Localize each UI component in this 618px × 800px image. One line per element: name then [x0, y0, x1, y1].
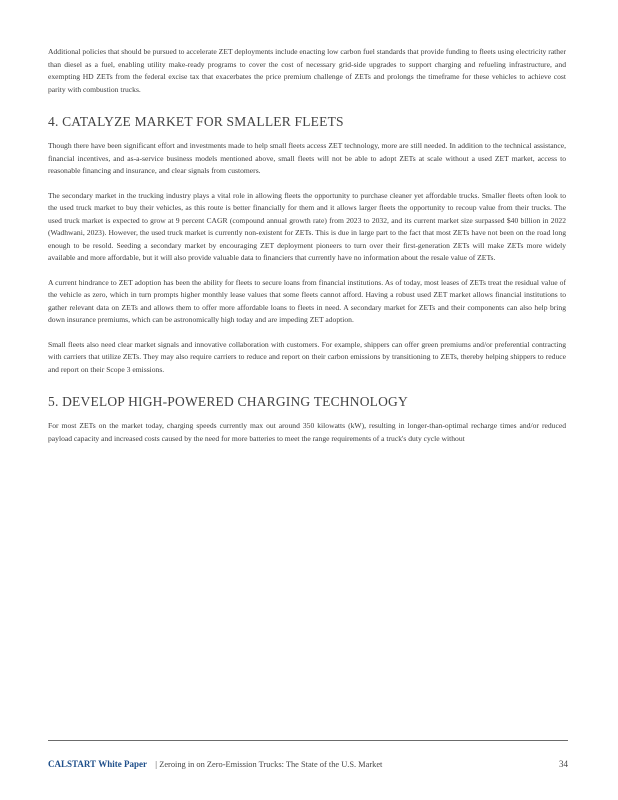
paragraph-secondary-market: The secondary market in the trucking industry plays a vital role in allowing fleets the opportunity to purchase cleaner yet affordable trucks. Smaller fleets often look to the used truck market to buy their vehicles, as this route is better financially for them and it allows larger fleets the opportunity to recoup value from their trucks. The used truck market is expected to grow at 9 percent CAGR (compound annual growth rate) from 2023 to 2032, and its current market size surpassed $40 billion in 2022 (Wadhwani, 2023). However, the used truck market is currently non-existent for ZETs. This is due in large part to the fact that most ZETs have not been on the road long enough to be resold. Seeding a secondary market by encouraging ZET deployment pioneers to turn over their first-generation ZETs will make ZETs more widely available and more affordable, but it will also provide valuable data to financiers that currently have no information about the resale value of ZETs. [48, 190, 566, 262]
section-heading-4: 4. CATALYZE MARKET FOR SMALLER FLEETS [48, 114, 344, 129]
page-number: 34 [559, 759, 568, 769]
footer-brand: CALSTART [48, 759, 97, 769]
paragraph-policies: Additional policies that should be pursued to accelerate ZET deployments include enacting low carbon fuel standards that provide funding to fleets using electricity rather than diesel as a fuel, enabling utility make-ready programs to cover the cost of necessary grid-side upgrades to support charging and refueling infrastructure, and exempting HD ZETs from the federal excise tax that exacerbates the price premium challenge of ZETs and prolongs the timeframe for these vehicles to achieve cost parity with combustion trucks. [48, 47, 566, 94]
paragraph-small-fleets-intro: Though there have been significant effort and investments made to help small fleets access ZET technology, more are still needed. In addition to the technical assistance, financial incentives, and as-a-service business models mentioned above, small fleets will not be able to adopt ZETs at scale without a used ZET market, access to reasonable financing and insurance, and clear signals from customers. [48, 141, 566, 175]
footer-divider [48, 740, 568, 741]
page-body [48, 46, 566, 445]
paragraph-financing: A current hindrance to ZET adoption has been the ability for fleets to secure loans from financial institutions. As of today, most leases of ZETs treat the residual value of the vehicle as zero, which in turn prompts higher monthly lease values that some fleets cannot afford. Having a robust used ZET market allows financial institutions to gather relevant data on ZETs and allows them to offer more affordable loans to fleets in need. A secondary market for ZETs and their components can also help bring down insurance premiums, which can be astronomically high today and are impeding ZET adoption. [48, 277, 566, 324]
footer-title: Zeroing in on Zero-Emission Trucks: The State of the U.S. Market [159, 760, 383, 769]
section-heading-5: 5. DEVELOP HIGH-POWERED CHARGING TECHNOLOGY [48, 394, 408, 409]
footer-separator: | [155, 760, 157, 769]
paragraph-charging-speeds: For most ZETs on the market today, charging speeds currently max out around 350 kilowatts (kW), resulting in longer-than-optimal recharge times and/or reduced payload capacity and increased costs caused by the need for more batteries to meet the range requirements of a truck's duty cycle without [48, 421, 566, 443]
footer [48, 759, 568, 769]
paragraph-market-signals: Small fleets also need clear market signals and innovative collaboration with customers. For example, shippers can offer green premiums and/or preferential contracting with carriers that utilize ZETs. They may also require carriers to reduce and report on their carbon emissions by transitioning to ZETs, thereby helping shippers to reduce and report on their Scope 3 emissions. [48, 339, 566, 374]
footer-doc-type: White Paper [98, 759, 148, 769]
